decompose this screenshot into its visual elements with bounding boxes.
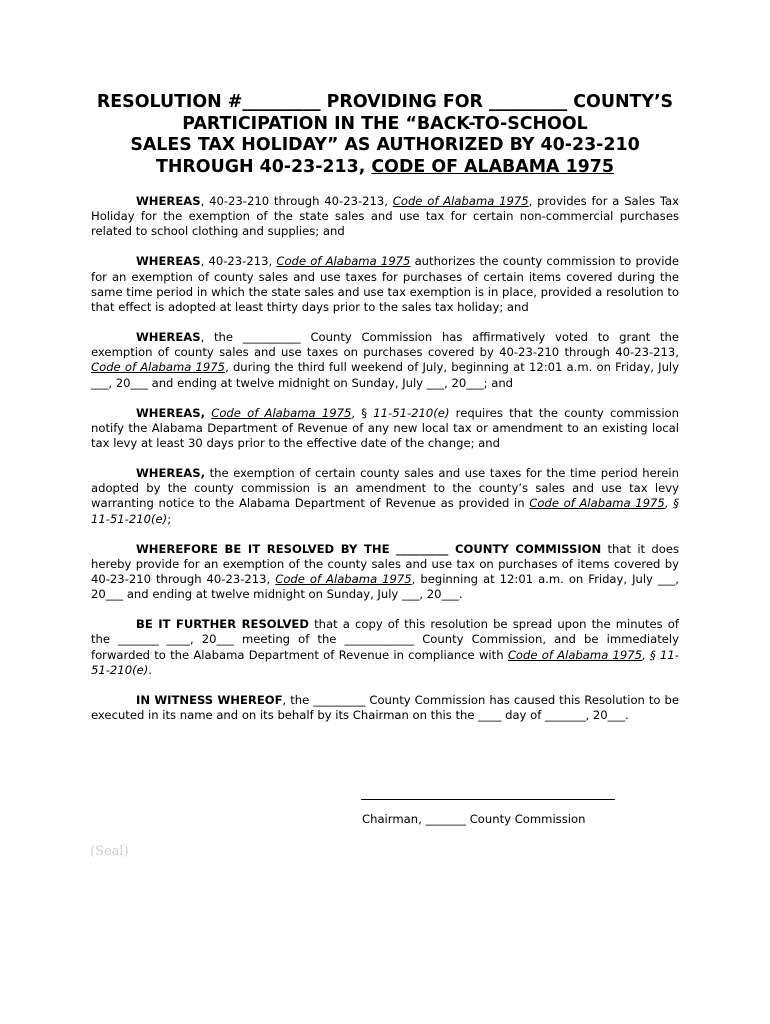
whereas-paragraph-4 <box>91 406 679 452</box>
paragraph-text: , the _________ County Commission has caused this Resolution to be executed in its name and on its behalf by its Chairman on this the ____ day of _______, 20___. <box>91 692 679 723</box>
title-line-4-text: THROUGH 40-23-213, <box>156 156 372 177</box>
paragraph-lead: WHEREAS <box>136 254 201 269</box>
paragraph-text: , 40-23-213, <box>200 254 277 269</box>
whereas-paragraph-1 <box>91 194 679 240</box>
code-citation: Code of Alabama 1975 <box>275 572 412 587</box>
paragraph-text: . <box>148 662 152 677</box>
title-line-2: PARTICIPATION IN THE “BACK-TO-SCHOOL <box>182 113 588 134</box>
section-citation: 11-51-210(e) <box>373 405 450 420</box>
whereas-paragraph-3 <box>91 330 679 391</box>
paragraph-lead: WHEREAS, <box>136 466 205 481</box>
paragraph-lead: WHEREFORE BE IT RESOLVED BY THE _________ COUNTY COMMISSION <box>136 541 602 556</box>
code-citation: Code of Alabama 1975 <box>529 496 665 511</box>
signature-line <box>361 799 615 800</box>
paragraph-text: , 40-23-210 through 40-23-213, <box>200 194 393 208</box>
title-line-3: SALES TAX HOLIDAY” AS AUTHORIZED BY 40-23-210 <box>130 135 640 155</box>
paragraph-lead: IN WITNESS WHEREOF <box>136 692 283 707</box>
paragraph-lead: BE IT FURTHER RESOLVED <box>136 617 309 632</box>
code-citation: Code of Alabama 1975 <box>392 194 529 208</box>
paragraph-text: , provides for a Sales Tax Holiday for the exemption of the state sales and use tax for certain non-commercial purchases related to school clothing and supplies; and <box>91 194 679 239</box>
paragraph-lead: WHEREAS <box>136 194 201 208</box>
whereas-paragraph-2 <box>91 254 679 315</box>
title-citation: CODE OF ALABAMA 1975 <box>371 156 614 177</box>
paragraph-text: the exemption of certain county sales and use taxes for the time period herein adopted by the county commission is an amendment to the county’s sales and use tax levy warranting notice to the Alabama Department of Revenue as provided in <box>91 466 679 511</box>
paragraph-text: , § <box>351 405 374 420</box>
paragraph-text: , the __________ County Commission has affirmatively voted to grant the exemption of county sales and use taxes on purchases covered by 40-23-210 through 40-23-213, <box>91 330 679 360</box>
code-citation: Code of Alabama 1975 <box>211 405 352 420</box>
paragraph-text: ; <box>167 511 172 526</box>
section-citation: , § 11-51-210(e) <box>91 647 679 677</box>
resolution-body <box>91 194 679 738</box>
paragraph-text: that it does hereby provide for an exemption of the county sales and use tax on purchases of items covered by 40-23-210 through 40-23-213, <box>91 541 679 587</box>
paragraph-text: , during the third full weekend of July, beginning at 12:01 a.m. on Friday, July ___, 20___ and ending at twelve midnight on Sunday, July ___, 20___; and <box>91 360 679 390</box>
paragraph-lead: WHEREAS <box>136 330 201 345</box>
seal-placeholder: (Seal) <box>90 844 129 859</box>
section-citation: , § 11-51-210(e) <box>91 496 679 526</box>
title-line-1: RESOLUTION #_________ PROVIDING FOR _________ COUNTY’S <box>96 92 674 112</box>
resolved-paragraph <box>91 542 679 603</box>
title-line-4 <box>60 157 710 179</box>
witness-paragraph <box>91 693 679 723</box>
whereas-paragraph-5 <box>91 466 679 527</box>
further-resolved-paragraph <box>91 617 679 678</box>
paragraph-lead: WHEREAS, <box>136 405 205 420</box>
paragraph-text: authorizes the county commission to provide for an exemption of county sales and use taxes for purchases of certain items covered during the same time period in which the state sales and use tax exemption is in place, provided a resolution to that effect is adopted at least thirty days prior to the sales tax holiday; and <box>91 254 679 315</box>
signature-label: Chairman, _______ County Commission <box>362 812 586 826</box>
paragraph-text: requires that the county commission notify the Alabama Department of Revenue of any new local tax or amendment to an existing local tax levy at least 30 days prior to the effective date of the change; and <box>91 405 679 451</box>
code-citation: Code of Alabama 1975 <box>276 254 411 269</box>
resolution-title <box>60 92 710 178</box>
paragraph-text: that a copy of this resolution be spread upon the minutes of the _______ ____, 20___ meeting of the ____________ County Commission, and be immediately forwarded to the Alabama Department of Revenue in compliance with <box>91 617 679 662</box>
paragraph-text: , beginning at 12:01 a.m. on Friday, July ___, 20___ and ending at twelve midnight on Sunday, July ___, 20___. <box>91 572 679 602</box>
code-citation: Code of Alabama 1975 <box>507 647 643 662</box>
code-citation: Code of Alabama 1975 <box>91 360 226 375</box>
